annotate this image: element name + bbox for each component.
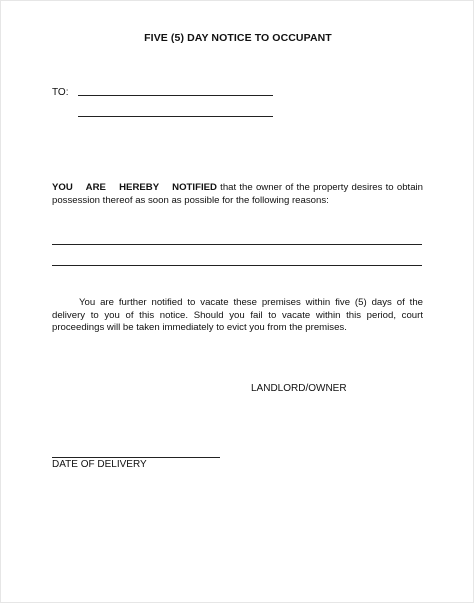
to-label: TO: <box>52 87 69 98</box>
vacate-paragraph: You are further notified to vacate these premises within five (5) days of the delivery to you of this notice. Should you fail to vacate within this period, court proceedings will be taken immediately to evict you from the premises. <box>52 297 423 333</box>
to-name-line <box>78 95 273 96</box>
notice-body: that the owner of the property desires to obtain possession thereof as soon as possible for the following reasons: <box>52 182 423 206</box>
to-address-line <box>78 116 273 117</box>
document-title: FIVE (5) DAY NOTICE TO OCCUPANT <box>144 32 332 44</box>
landlord-owner-label: LANDLORD/OWNER <box>251 383 347 394</box>
notice-lead: YOU ARE HEREBY NOTIFIED <box>52 182 217 193</box>
date-of-delivery-label: DATE OF DELIVERY <box>52 459 147 470</box>
reason-line-2 <box>52 265 422 266</box>
notice-paragraph <box>52 182 423 207</box>
reason-line-1 <box>52 244 422 245</box>
delivery-date-line <box>52 457 220 458</box>
